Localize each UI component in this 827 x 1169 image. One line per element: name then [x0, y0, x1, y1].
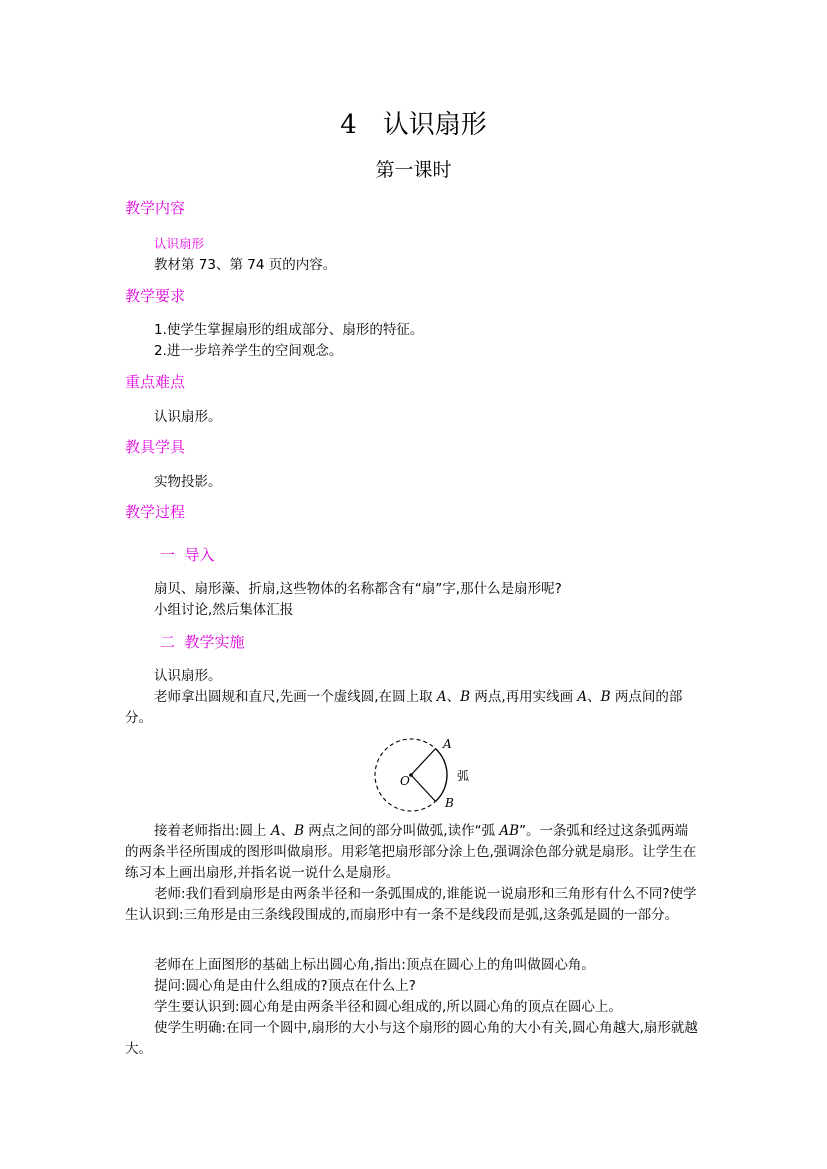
step1-line-2: 小组讨论,然后集体汇报	[154, 602, 294, 618]
paragraph-3: 老师:我们看到扇形是由两条半径和一条弧围成的,谁能说一说扇形和三角形有什么不同?使学生认识到:三角形是由三条线段围成的,而扇形中有一条不是线段而是弧,这条弧是圆的一部分。	[125, 886, 697, 923]
label-o: O	[400, 774, 410, 788]
sector-figure	[370, 733, 480, 815]
title-number: 4	[340, 110, 357, 140]
radius-oa	[411, 749, 436, 775]
requirement-2: 2.进一步培养学生的空间观念。	[154, 343, 343, 359]
heading-tools: 教具学具	[125, 438, 186, 456]
paragraph-4: 老师在上面图形的基础上标出圆心角,指出:顶点在圆心上的角叫做圆心角。	[154, 957, 595, 973]
key-points-text: 认识扇形。	[154, 409, 222, 425]
step1-line-1: 扇贝、扇形藻、折扇,这些物体的名称都含有“扇”字,那什么是扇形呢?	[154, 581, 562, 597]
tools-text: 实物投影。	[154, 474, 222, 490]
heading-content: 教学内容	[125, 199, 186, 217]
paragraph-1: 老师拿出圆规和直尺,先画一个虚线圆,在圆上取 A、B 两点,再用实线画 A、B 两点间的部分。	[125, 689, 683, 726]
label-a: A	[443, 737, 452, 751]
step2-intro: 认识扇形。	[154, 668, 222, 684]
radius-ob	[411, 775, 436, 801]
paragraph-5: 提问:圆心角是由什么组成的?顶点在什么上?	[154, 978, 416, 994]
paragraph-7: 使学生明确:在同一个圆中,扇形的大小与这个扇形的圆心角的大小有关,圆心角越大,扇形就越大。	[125, 1020, 698, 1057]
content-text: 教材第 73、第 74 页的内容。	[154, 257, 337, 273]
heading-key-points: 重点难点	[125, 373, 186, 391]
step1-heading: 一 导入	[160, 546, 215, 564]
heading-requirements: 教学要求	[125, 287, 186, 305]
page-subtitle: 第一课时	[375, 159, 452, 181]
step2-heading: 二 教学实施	[160, 633, 245, 651]
paragraph-2: 接着老师指出:圆上 A、B 两点之间的部分叫做弧,读作“弧 AB”。一条弧和经过这条弧两端的两条半径所围成的图形叫做扇形。用彩笔把扇形部分涂上色,强调涂色部分就是扇形。让学生在练习本上画出扇形,并指名说一说什么是扇形。	[125, 823, 697, 881]
sub-content: 认识扇形	[154, 236, 205, 251]
heading-process: 教学过程	[125, 503, 186, 521]
title-text: 认识扇形	[382, 110, 487, 140]
paragraph-6: 学生要认识到:圆心角是由两条半径和圆心组成的,所以圆心角的顶点在圆心上。	[154, 999, 622, 1015]
page-title	[0, 104, 827, 141]
requirement-1: 1.使学生掌握扇形的组成部分、扇形的特征。	[154, 322, 424, 338]
label-b: B	[445, 796, 454, 810]
label-arc: 弧	[457, 769, 470, 783]
